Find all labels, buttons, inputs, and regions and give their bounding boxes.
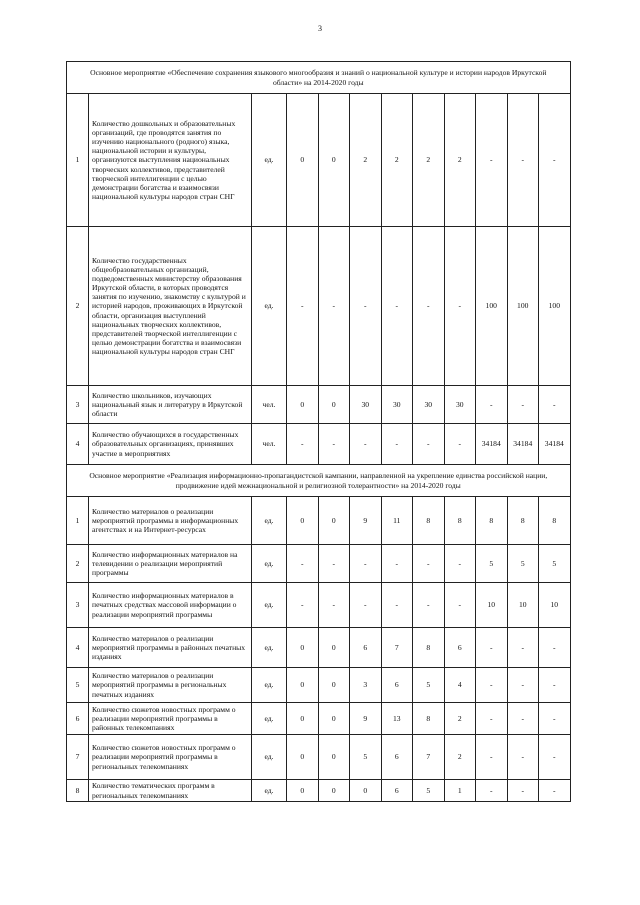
- value-cell: 30: [444, 386, 476, 424]
- indicator-description: Количество информационных материалов на телевидении о реализации мероприятий программы: [89, 545, 252, 583]
- value-cell: 0: [287, 94, 319, 227]
- table-row: [67, 424, 571, 465]
- value-cell: -: [507, 386, 539, 424]
- indicator-description: Количество дошкольных и образовательных организаций, где проводятся занятия по изучению национального (родного) языка, национальной истории и культуры, организуются выступления национальных творческих коллективов, представителей творческой интеллигенции с целью демонстрации богатства и взаимосвязи национальной культуры народов стран СНГ: [89, 94, 252, 227]
- table-row: [67, 628, 571, 668]
- table-row: [67, 583, 571, 628]
- table-row: [67, 227, 571, 386]
- value-cell: 0: [287, 703, 319, 735]
- indicator-description: Количество материалов о реализации мероприятий программы в районных печатных изданиях: [89, 628, 252, 668]
- value-cell: -: [507, 668, 539, 703]
- value-cell: 0: [318, 628, 350, 668]
- value-cell: -: [381, 227, 413, 386]
- value-cell: 5: [476, 545, 508, 583]
- unit-cell: ед.: [252, 735, 287, 780]
- value-cell: 8: [413, 628, 445, 668]
- value-cell: -: [444, 545, 476, 583]
- value-cell: -: [318, 583, 350, 628]
- value-cell: 0: [287, 735, 319, 780]
- section-header-row: [67, 465, 571, 497]
- value-cell: -: [381, 545, 413, 583]
- value-cell: 7: [413, 735, 445, 780]
- section-header-row: [67, 62, 571, 94]
- value-cell: 5: [413, 668, 445, 703]
- value-cell: -: [381, 424, 413, 465]
- value-cell: 0: [287, 386, 319, 424]
- value-cell: 30: [350, 386, 382, 424]
- value-cell: 100: [476, 227, 508, 386]
- row-number: 3: [67, 386, 89, 424]
- value-cell: -: [476, 628, 508, 668]
- value-cell: 0: [318, 735, 350, 780]
- value-cell: -: [381, 583, 413, 628]
- value-cell: -: [444, 227, 476, 386]
- value-cell: 0: [318, 703, 350, 735]
- unit-cell: ед.: [252, 545, 287, 583]
- value-cell: 4: [444, 668, 476, 703]
- table-row: [67, 703, 571, 735]
- indicator-description: Количество школьников, изучающих национальный язык и литературу в Иркутской области: [89, 386, 252, 424]
- value-cell: 6: [381, 668, 413, 703]
- value-cell: -: [507, 703, 539, 735]
- table-row: [67, 497, 571, 545]
- value-cell: 0: [318, 94, 350, 227]
- table-row: [67, 94, 571, 227]
- value-cell: -: [539, 386, 571, 424]
- unit-cell: ед.: [252, 703, 287, 735]
- value-cell: 0: [287, 497, 319, 545]
- value-cell: 34184: [539, 424, 571, 465]
- value-cell: -: [507, 735, 539, 780]
- value-cell: -: [413, 424, 445, 465]
- value-cell: 2: [444, 735, 476, 780]
- value-cell: 2: [444, 703, 476, 735]
- page-number: 3: [318, 24, 322, 33]
- unit-cell: ед.: [252, 227, 287, 386]
- value-cell: -: [318, 545, 350, 583]
- value-cell: -: [413, 227, 445, 386]
- row-number: 2: [67, 227, 89, 386]
- value-cell: -: [350, 545, 382, 583]
- value-cell: -: [287, 424, 319, 465]
- value-cell: 0: [318, 780, 350, 802]
- value-cell: -: [507, 780, 539, 802]
- value-cell: 5: [539, 545, 571, 583]
- row-number: 1: [67, 497, 89, 545]
- value-cell: 34184: [507, 424, 539, 465]
- value-cell: 8: [444, 497, 476, 545]
- unit-cell: чел.: [252, 424, 287, 465]
- table-row: [67, 545, 571, 583]
- value-cell: 30: [381, 386, 413, 424]
- value-cell: -: [507, 94, 539, 227]
- value-cell: 6: [381, 735, 413, 780]
- value-cell: 8: [413, 497, 445, 545]
- row-number: 3: [67, 583, 89, 628]
- value-cell: 8: [476, 497, 508, 545]
- value-cell: -: [507, 628, 539, 668]
- value-cell: -: [444, 583, 476, 628]
- value-cell: -: [539, 628, 571, 668]
- row-number: 6: [67, 703, 89, 735]
- indicator-description: Количество материалов о реализации мероприятий программы в региональных печатных изданиях: [89, 668, 252, 703]
- value-cell: -: [318, 424, 350, 465]
- indicators-table: [66, 61, 571, 802]
- table-row: [67, 668, 571, 703]
- row-number: 2: [67, 545, 89, 583]
- value-cell: 5: [507, 545, 539, 583]
- value-cell: -: [476, 703, 508, 735]
- value-cell: 8: [413, 703, 445, 735]
- unit-cell: чел.: [252, 386, 287, 424]
- indicator-description: Количество тематических программ в региональных телекомпаниях: [89, 780, 252, 802]
- value-cell: 0: [287, 628, 319, 668]
- value-cell: 9: [350, 497, 382, 545]
- value-cell: 8: [507, 497, 539, 545]
- indicator-description: Количество материалов о реализации мероприятий программы в информационных агентствах и на Интернет-ресурсах: [89, 497, 252, 545]
- row-number: 5: [67, 668, 89, 703]
- unit-cell: ед.: [252, 94, 287, 227]
- row-number: 7: [67, 735, 89, 780]
- value-cell: 9: [350, 703, 382, 735]
- value-cell: 0: [318, 668, 350, 703]
- value-cell: 7: [381, 628, 413, 668]
- value-cell: 0: [287, 668, 319, 703]
- section-title: Основное мероприятие «Реализация информационно-пропагандистской кампании, направленной на укрепление единства российской нации, продвижение идей межнациональной и религиозной толерантности» на 2014-2020 годы: [67, 465, 571, 497]
- value-cell: 2: [444, 94, 476, 227]
- value-cell: 10: [476, 583, 508, 628]
- value-cell: -: [539, 668, 571, 703]
- indicator-description: Количество обучающихся в государственных образовательных организациях, принявших участие в мероприятиях: [89, 424, 252, 465]
- table-row: [67, 735, 571, 780]
- unit-cell: ед.: [252, 668, 287, 703]
- row-number: 1: [67, 94, 89, 227]
- table-row: [67, 386, 571, 424]
- unit-cell: ед.: [252, 497, 287, 545]
- value-cell: 2: [350, 94, 382, 227]
- value-cell: -: [413, 583, 445, 628]
- value-cell: -: [350, 424, 382, 465]
- value-cell: -: [287, 545, 319, 583]
- value-cell: 10: [507, 583, 539, 628]
- value-cell: 3: [350, 668, 382, 703]
- value-cell: 0: [287, 780, 319, 802]
- section-title: Основное мероприятие «Обеспечение сохранения языкового многообразия и знаний о национальной культуре и истории народов Иркутской области» на 2014-2020 годы: [67, 62, 571, 94]
- value-cell: -: [539, 94, 571, 227]
- value-cell: -: [350, 583, 382, 628]
- value-cell: 5: [413, 780, 445, 802]
- row-number: 4: [67, 424, 89, 465]
- value-cell: 13: [381, 703, 413, 735]
- value-cell: 1: [444, 780, 476, 802]
- value-cell: -: [476, 668, 508, 703]
- value-cell: 34184: [476, 424, 508, 465]
- row-number: 4: [67, 628, 89, 668]
- value-cell: -: [476, 94, 508, 227]
- value-cell: -: [350, 227, 382, 386]
- value-cell: -: [318, 227, 350, 386]
- value-cell: -: [476, 735, 508, 780]
- value-cell: -: [444, 424, 476, 465]
- value-cell: 30: [413, 386, 445, 424]
- indicator-description: Количество информационных материалов в печатных средствах массовой информации о реализации мероприятий программы: [89, 583, 252, 628]
- indicator-description: Количество сюжетов новостных программ о реализации мероприятий программы в региональных телекомпаниях: [89, 735, 252, 780]
- value-cell: -: [287, 227, 319, 386]
- value-cell: 100: [507, 227, 539, 386]
- indicator-description: Количество государственных общеобразовательных организаций, подведомственных министерству образования Иркутской области, в которых проводятся занятия по изучению, знакомству с культурой и историей народов, проживающих в Иркутской области, организация выступлений национальных творческих коллективов, представителей творческой интеллигенции с целью демонстрации богатства и взаимосвязи национальной культуры народов стран СНГ: [89, 227, 252, 386]
- table-row: [67, 780, 571, 802]
- row-number: 8: [67, 780, 89, 802]
- unit-cell: ед.: [252, 780, 287, 802]
- value-cell: -: [287, 583, 319, 628]
- value-cell: 11: [381, 497, 413, 545]
- indicator-description: Количество сюжетов новостных программ о реализации мероприятий программы в районных телекомпаниях: [89, 703, 252, 735]
- unit-cell: ед.: [252, 583, 287, 628]
- value-cell: -: [413, 545, 445, 583]
- value-cell: 5: [350, 735, 382, 780]
- unit-cell: ед.: [252, 628, 287, 668]
- value-cell: 0: [318, 386, 350, 424]
- value-cell: 10: [539, 583, 571, 628]
- value-cell: -: [539, 703, 571, 735]
- value-cell: -: [476, 780, 508, 802]
- value-cell: 2: [381, 94, 413, 227]
- value-cell: 2: [413, 94, 445, 227]
- value-cell: -: [476, 386, 508, 424]
- value-cell: 6: [350, 628, 382, 668]
- value-cell: -: [539, 780, 571, 802]
- value-cell: 0: [350, 780, 382, 802]
- value-cell: 6: [444, 628, 476, 668]
- value-cell: 0: [318, 497, 350, 545]
- value-cell: 6: [381, 780, 413, 802]
- value-cell: -: [539, 735, 571, 780]
- value-cell: 100: [539, 227, 571, 386]
- value-cell: 8: [539, 497, 571, 545]
